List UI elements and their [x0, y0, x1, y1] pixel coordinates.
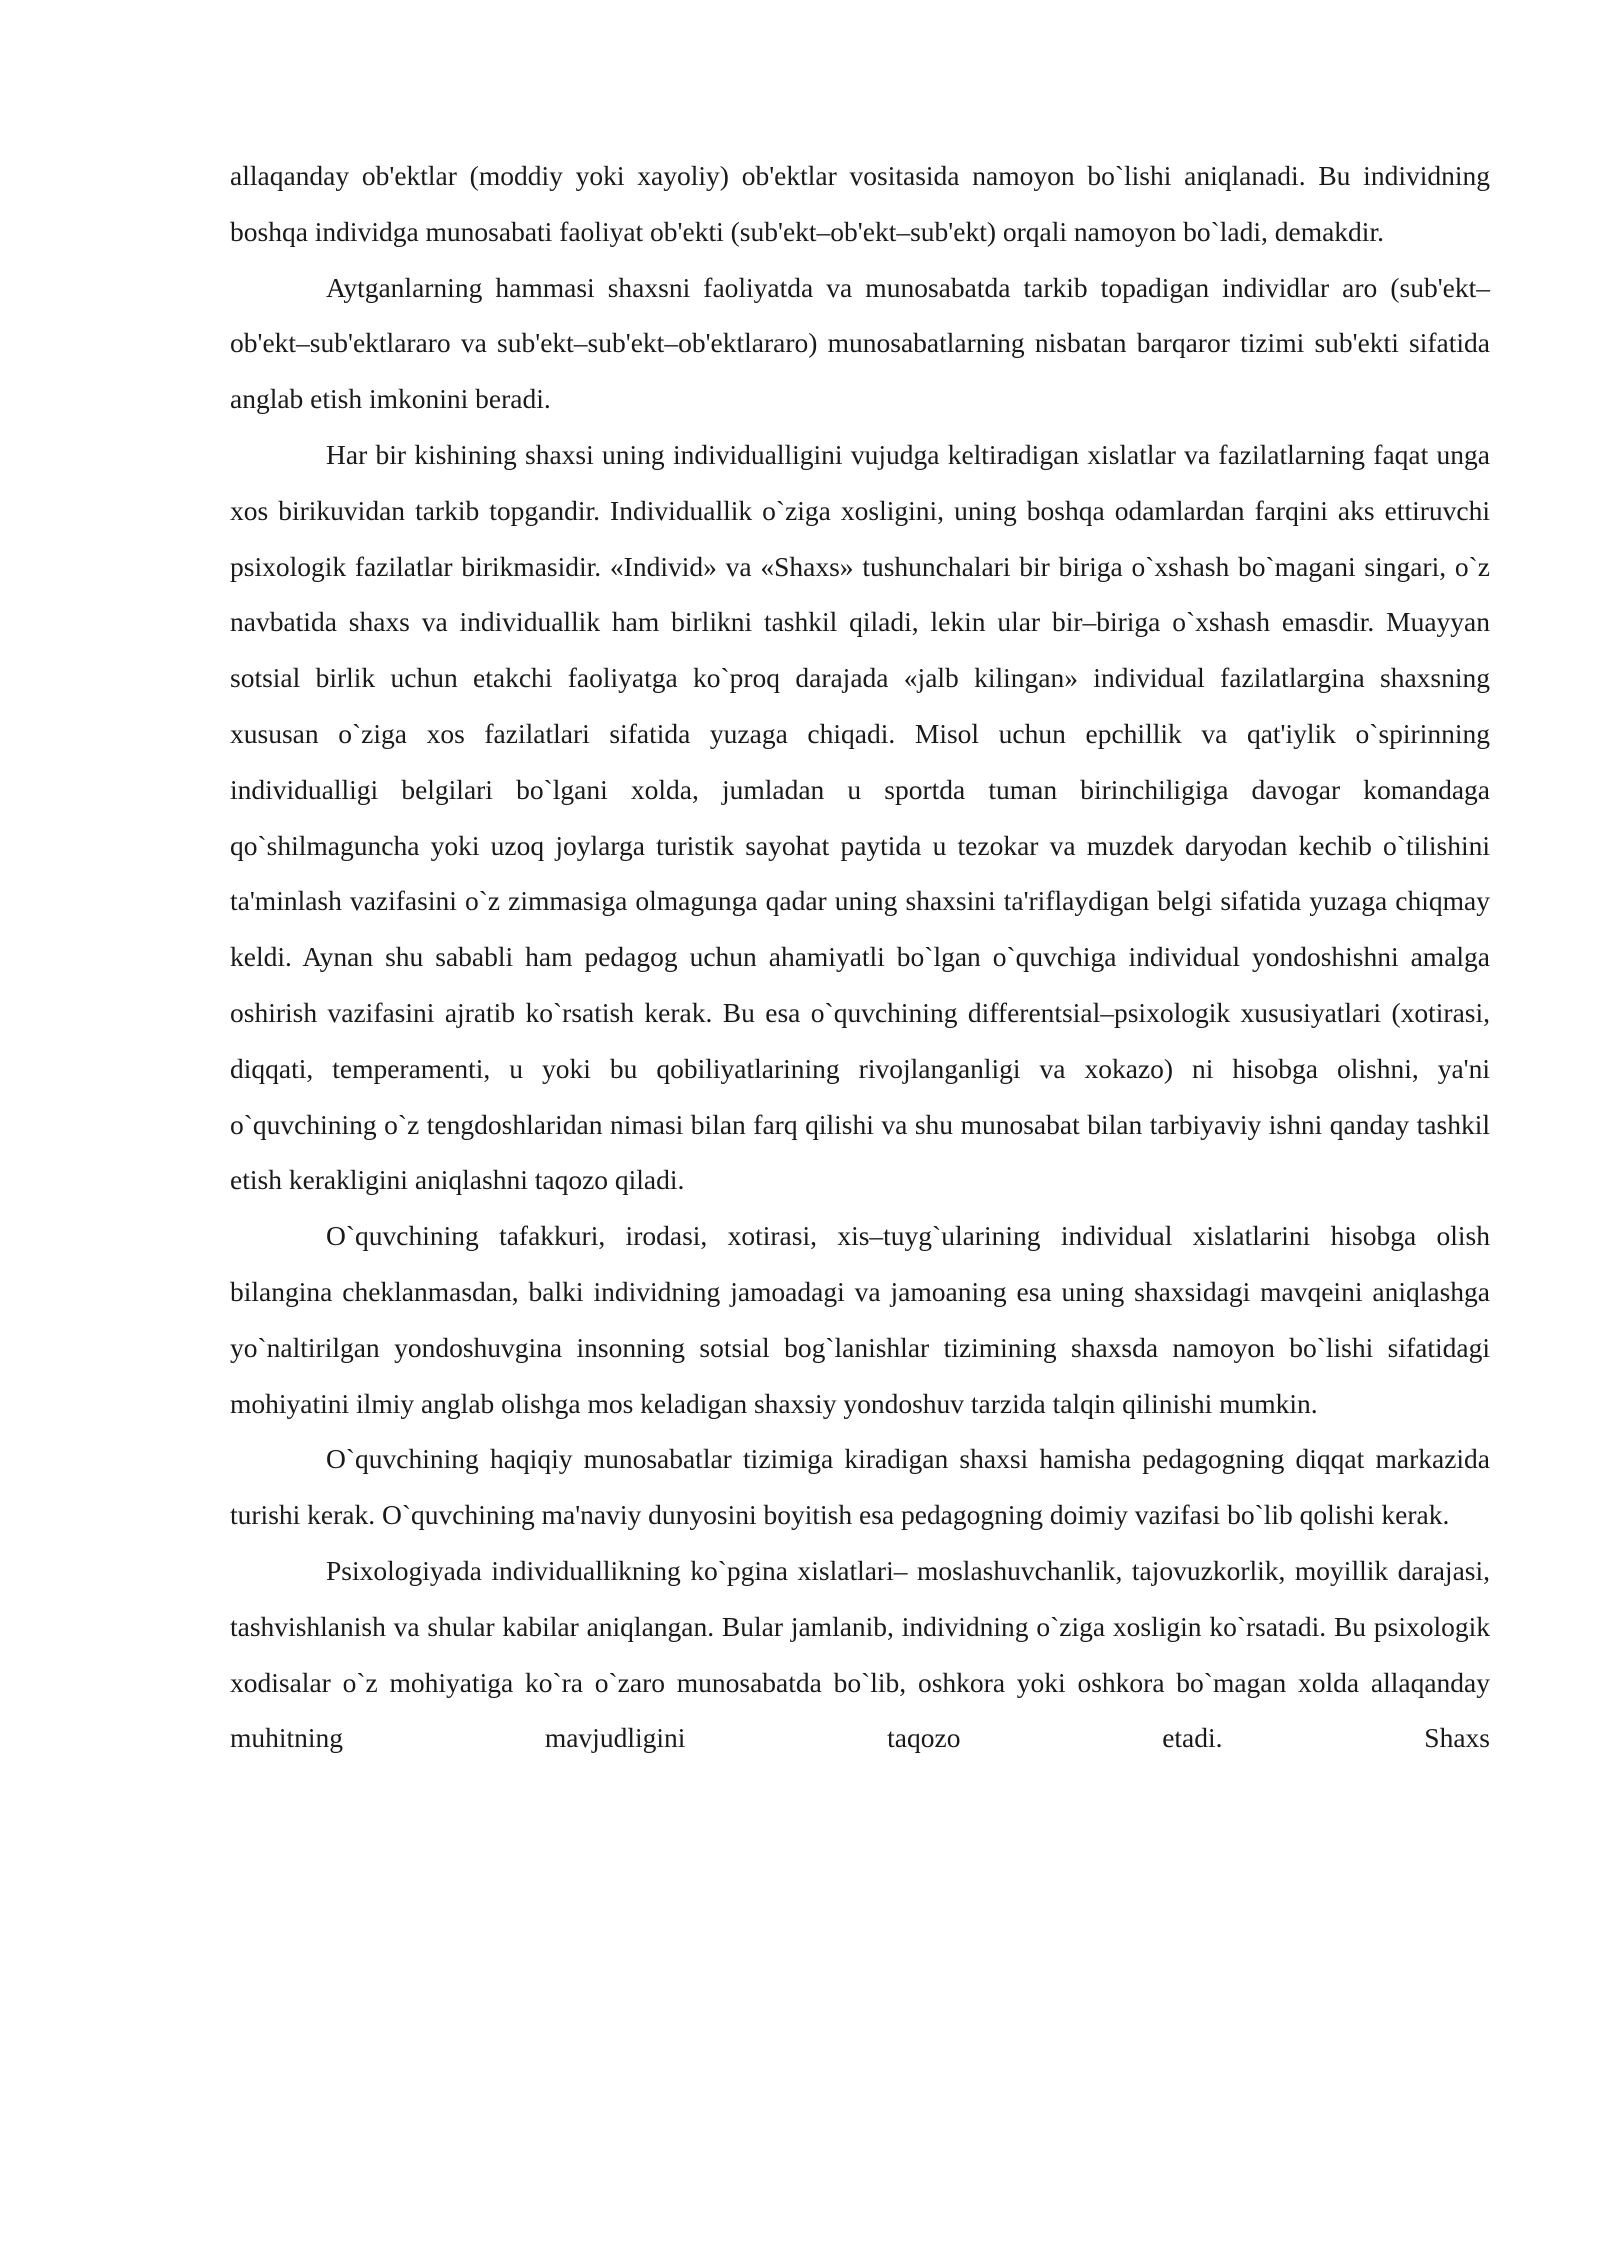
- paragraph-continues: Psixologiyada individuallikning ko`pgina xislatlari– moslashuvchanlik, tajovuzkorlik, moyillik darajasi, tashvishlanish va shular kabilar aniqlangan. Bular jamlanib, individning o`ziga xosligin ko`rsatadi. Bu psixologik xodisalar o`z mohiyatiga ko`ra o`zaro munosabatda bo`lib, oshkora yoki oshkora bo`magan xolda allaqanday muhitning mavjudligini taqozo etadi. Shaxs: [230, 1554, 1490, 1754]
- paragraph: Har bir kishining shaxsi uning individualligini vujudga keltiradigan xislatlar va fazilatlarning faqat unga xos birikuvidan tarkib topgandir. Individuallik o`ziga xosligini, uning boshqa odamlardan farqini aks ettiruvchi psixologik fazilatlar birikmasidir. «Individ» va «Shaxs» tushunchalari bir biriga o`xshash bo`magani singari, o`z navbatida shaxs va individuallik ham birlikni tashkil qiladi, lekin ular bir–biriga o`xshash emasdir. Muayyan sotsial birlik uchun etakchi faoliyatga ko`proq darajada «jalb kilingan» individual fazilatlargina shaxsning xususan o`ziga xos fazilatlari sifatida yuzaga chiqadi. Misol uchun epchillik va qat'iylik o`spirinning individualligi belgilari bo`lgani xolda, jumladan u sportda tuman birinchiligiga davogar komandaga qo`shilmaguncha yoki uzoq joylarga turistik sayohat paytida u tezokar va muzdek daryodan kechib o`tilishini ta'minlash vazifasini o`z zimmasiga olmagunga qadar uning shaxsini ta'riflaydigan belgi sifatida yuzaga chiqmay keldi. Aynan shu sababli ham pedagog uchun ahamiyatli bo`lgan o`quvchiga individual yondoshishni amalga oshirish vazifasini ajratib ko`rsatish kerak. Bu esa o`quvchining differentsial–psixologik xususiyatlari (xotirasi, diqqati, temperamenti, u yoki bu qobiliyatlarining rivojlanganligi va xokazo) ni hisobga olishni, ya'ni o`quvchining o`z tengdoshlaridan nimasi bilan farq qilishi va shu munosabat bilan tarbiyaviy ishni qanday tashkil etish kerakligini aniqlashni taqozo qiladi.: [230, 438, 1490, 1196]
- paragraph: O`quvchining haqiqiy munosabatlar tizimiga kiradigan shaxsi hamisha pedagogning diqqat markazida turishi kerak. O`quvchining ma'naviy dunyosini boyitish esa pedagogning doimiy vazifasi bo`lib qolishi kerak.: [230, 1443, 1490, 1531]
- paragraph: O`quvchining tafakkuri, irodasi, xotirasi, xis–tuyg`ularining individual xislatlarini hisobga olish bilangina cheklanmasdan, balki individning jamoadagi va jamoaning esa uning shaxsidagi mavqeini aniqlashga yo`naltirilgan yondoshuvgina insonning sotsial bog`lanishlar tizimining shaxsda namoyon bo`lishi sifatidagi mohiyatini ilmiy anglab olishga mos keladigan shaxsiy yondoshuv tarzida talqin qilinishi mumkin.: [230, 1220, 1490, 1419]
- body-text: [230, 148, 1490, 1766]
- paragraph-continuation: allaqanday ob'ektlar (moddiy yoki xayoliy) ob'ektlar vositasida namoyon bo`lishi aniqlanadi. Bu individning boshqa individga munosabati faoliyat ob'ekti (sub'ekt–ob'ekt–sub'ekt) orqali namoyon bo`ladi, demakdir.: [230, 160, 1490, 247]
- paragraph: Aytganlarning hammasi shaxsni faoliyatda va munosabatda tarkib topadigan individlar aro (sub'ekt–ob'ekt–sub'ektlararo va sub'ekt–sub'ekt–ob'ektlararo) munosabatlarning nisbatan barqaror tizimi sub'ekti sifatida anglab etish imkonini beradi.: [230, 271, 1490, 415]
